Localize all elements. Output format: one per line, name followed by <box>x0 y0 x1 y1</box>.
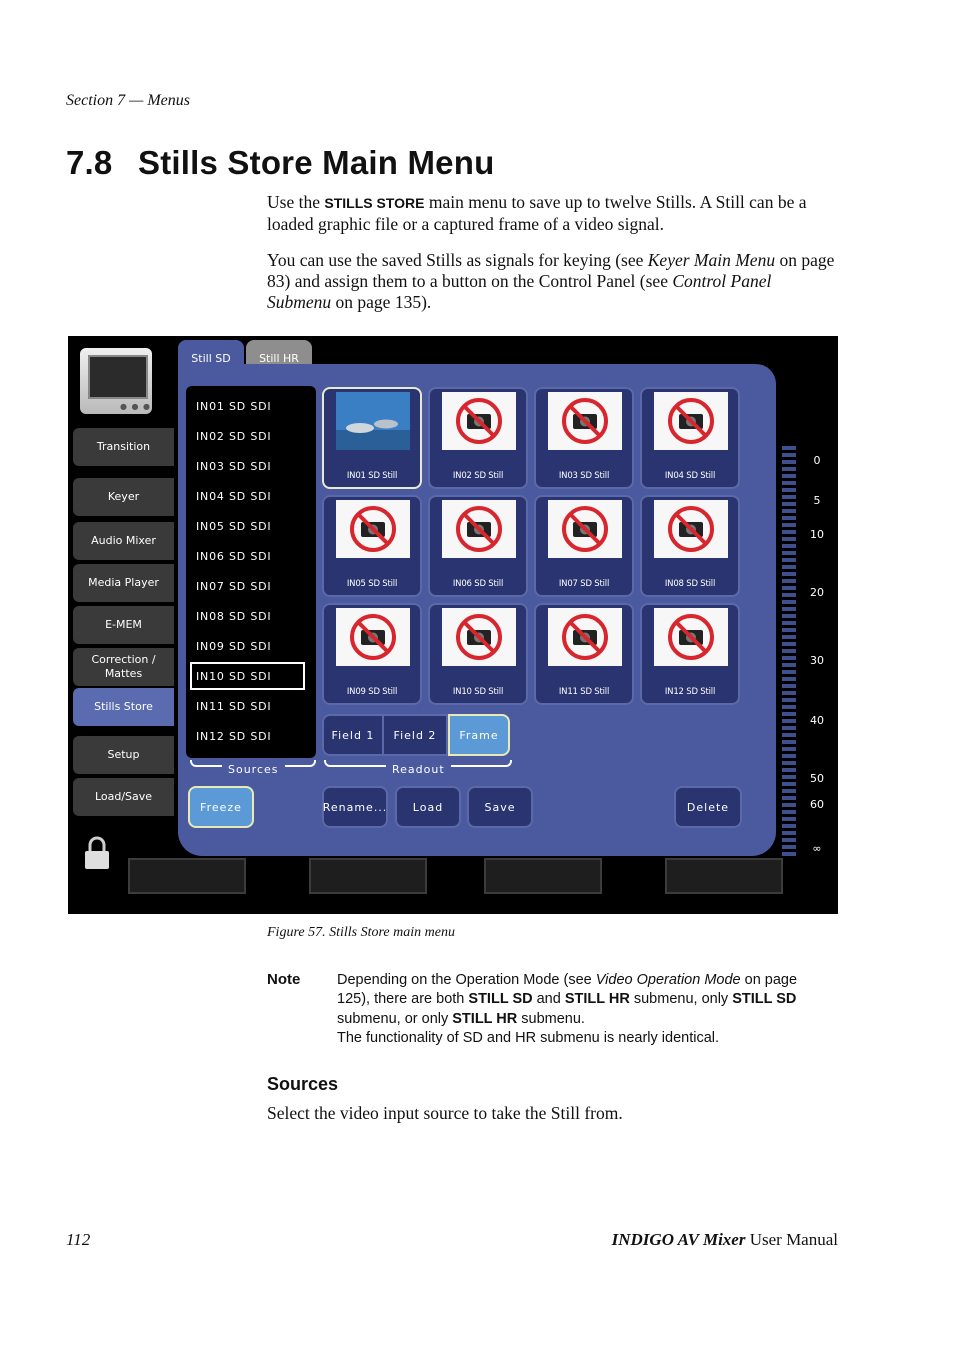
still-slot[interactable] <box>534 387 634 489</box>
source-item[interactable]: IN02 SD SDI <box>196 429 272 443</box>
still-slot[interactable] <box>640 495 740 597</box>
sources-label: Sources <box>222 763 285 776</box>
menu-item-setup[interactable]: Setup <box>73 736 174 774</box>
xref-link[interactable]: Video Operation Mode <box>595 972 741 988</box>
heading-number: 7.8 <box>66 144 113 181</box>
source-item[interactable]: IN03 SD SDI <box>196 459 272 473</box>
page-number: 112 <box>66 1230 91 1249</box>
menu-item-transition[interactable]: Transition <box>73 428 174 466</box>
stills-store-screen <box>68 336 838 914</box>
monitor-icon[interactable]: ● ● ● <box>80 348 152 414</box>
sources-list <box>186 386 316 758</box>
page-title <box>66 144 494 182</box>
still-label: IN01 SD Still <box>346 471 398 481</box>
still-slot[interactable] <box>322 387 422 489</box>
usage-paragraph: You can use the saved Stills as signals for keying (see Keyer Main Menu on page 83) and assign them to a button on the Control Panel (see Control Panel Submenu on page 135). <box>267 250 835 312</box>
no-photo-icon <box>336 500 410 558</box>
soft-button-1[interactable] <box>128 858 246 894</box>
still-slot[interactable] <box>322 603 422 705</box>
freeze-button[interactable]: Freeze <box>188 786 254 828</box>
meter-tick-label: 10 <box>810 528 824 541</box>
still-label: IN06 SD Still <box>452 579 504 589</box>
still-slot[interactable] <box>534 603 634 705</box>
source-item[interactable]: IN12 SD SDI <box>196 729 272 743</box>
tab-still-hr[interactable]: Still HR <box>246 340 312 376</box>
still-slot[interactable] <box>428 495 528 597</box>
heading-title: Stills Store Main Menu <box>138 144 495 181</box>
meter-tick-label: 60 <box>810 798 824 811</box>
meter-tick-label: 0 <box>813 454 821 467</box>
meter-tick-label: 5 <box>813 494 821 507</box>
figure-caption: Figure 57. Stills Store main menu <box>267 925 455 940</box>
readout-frame-button[interactable]: Frame <box>448 714 510 756</box>
soft-button-3[interactable] <box>484 858 602 894</box>
menu-item-e-mem[interactable]: E-MEM <box>73 606 174 644</box>
lock-icon[interactable] <box>83 836 111 870</box>
still-label: IN04 SD Still <box>664 471 716 481</box>
meter-tick-label: ∞ <box>812 842 822 855</box>
meter-tick-label: 30 <box>810 654 824 667</box>
source-item[interactable]: IN08 SD SDI <box>196 609 272 623</box>
section-header: Section 7 — Menus <box>66 92 190 109</box>
still-slot[interactable] <box>640 603 740 705</box>
readout-label: Readout <box>386 763 451 776</box>
still-slot[interactable] <box>428 387 528 489</box>
still-label: IN07 SD Still <box>558 579 610 589</box>
menu-item-correction-mattes[interactable]: Correction / Mattes <box>73 648 174 686</box>
menu-item-keyer[interactable]: Keyer <box>73 478 174 516</box>
source-item[interactable]: IN07 SD SDI <box>196 579 272 593</box>
save-button[interactable]: Save <box>467 786 533 828</box>
still-label: IN12 SD Still <box>664 687 716 697</box>
sources-paragraph: Select the video input source to take the Still from. <box>267 1103 623 1123</box>
source-item[interactable]: IN04 SD SDI <box>196 489 272 503</box>
meter-tick-label: 50 <box>810 772 824 785</box>
still-label: IN08 SD Still <box>664 579 716 589</box>
note-body: Depending on the Operation Mode (see Video Operation Mode on page 125), there are both STILL SD and STILL HR submenu, only STILL SD submenu, or only STILL HR submenu. The functionality of SD and HR submenu is nearly identical. <box>337 972 798 1046</box>
still-slot[interactable] <box>640 387 740 489</box>
no-photo-icon <box>548 392 622 450</box>
no-photo-icon <box>442 500 516 558</box>
still-label: IN11 SD Still <box>558 687 610 697</box>
menu-item-stills-store[interactable]: Stills Store <box>73 688 174 726</box>
meter-tick-label: 40 <box>810 714 824 727</box>
still-slot[interactable] <box>428 603 528 705</box>
xref-link[interactable]: Control Panel Submenu <box>267 271 772 312</box>
rename-button[interactable]: Rename... <box>322 786 388 828</box>
still-label: IN03 SD Still <box>558 471 610 481</box>
no-photo-icon <box>548 608 622 666</box>
intro-paragraph: Use the STILLS STORE main menu to save up to twelve Stills. A Still can be a loaded graphic file or a captured frame of a video signal. <box>267 192 807 234</box>
source-item[interactable]: IN06 SD SDI <box>196 549 272 563</box>
no-photo-icon <box>442 608 516 666</box>
no-photo-icon <box>654 608 728 666</box>
soft-button-4[interactable] <box>665 858 783 894</box>
still-thumbnail <box>336 392 410 450</box>
sources-heading: Sources <box>267 1074 339 1094</box>
still-label: IN10 SD Still <box>452 687 504 697</box>
source-item[interactable]: IN11 SD SDI <box>196 699 272 713</box>
load-button[interactable]: Load <box>395 786 461 828</box>
still-label: IN02 SD Still <box>452 471 504 481</box>
source-item[interactable]: IN10 SD SDI <box>190 662 305 690</box>
meter-tick-label: 20 <box>810 586 824 599</box>
delete-button[interactable]: Delete <box>674 786 742 828</box>
source-item[interactable]: IN01 SD SDI <box>196 399 272 413</box>
no-photo-icon <box>336 608 410 666</box>
note-label: Note <box>267 971 301 988</box>
menu-item-audio-mixer[interactable]: Audio Mixer <box>73 522 174 560</box>
menu-item-media-player[interactable]: Media Player <box>73 564 174 602</box>
footer-title: INDIGO AV Mixer User Manual <box>611 1230 838 1249</box>
menu-reference: STILLS STORE <box>324 195 425 211</box>
source-item[interactable]: IN09 SD SDI <box>196 639 272 653</box>
readout-field1-button[interactable]: Field 1 <box>322 714 384 756</box>
readout-field2-button[interactable]: Field 2 <box>384 714 448 756</box>
source-item[interactable]: IN05 SD SDI <box>196 519 272 533</box>
audio-level-meter <box>782 446 796 858</box>
no-photo-icon <box>654 392 728 450</box>
no-photo-icon <box>442 392 516 450</box>
still-label: IN05 SD Still <box>346 579 398 589</box>
still-slot[interactable] <box>322 495 422 597</box>
xref-link[interactable]: Keyer Main Menu <box>647 250 776 270</box>
still-slot[interactable] <box>534 495 634 597</box>
tab-still-sd[interactable]: Still SD <box>178 340 244 376</box>
no-photo-icon <box>548 500 622 558</box>
soft-button-2[interactable] <box>309 858 427 894</box>
still-label: IN09 SD Still <box>346 687 398 697</box>
no-photo-icon <box>654 500 728 558</box>
menu-item-load-save[interactable]: Load/Save <box>73 778 174 816</box>
